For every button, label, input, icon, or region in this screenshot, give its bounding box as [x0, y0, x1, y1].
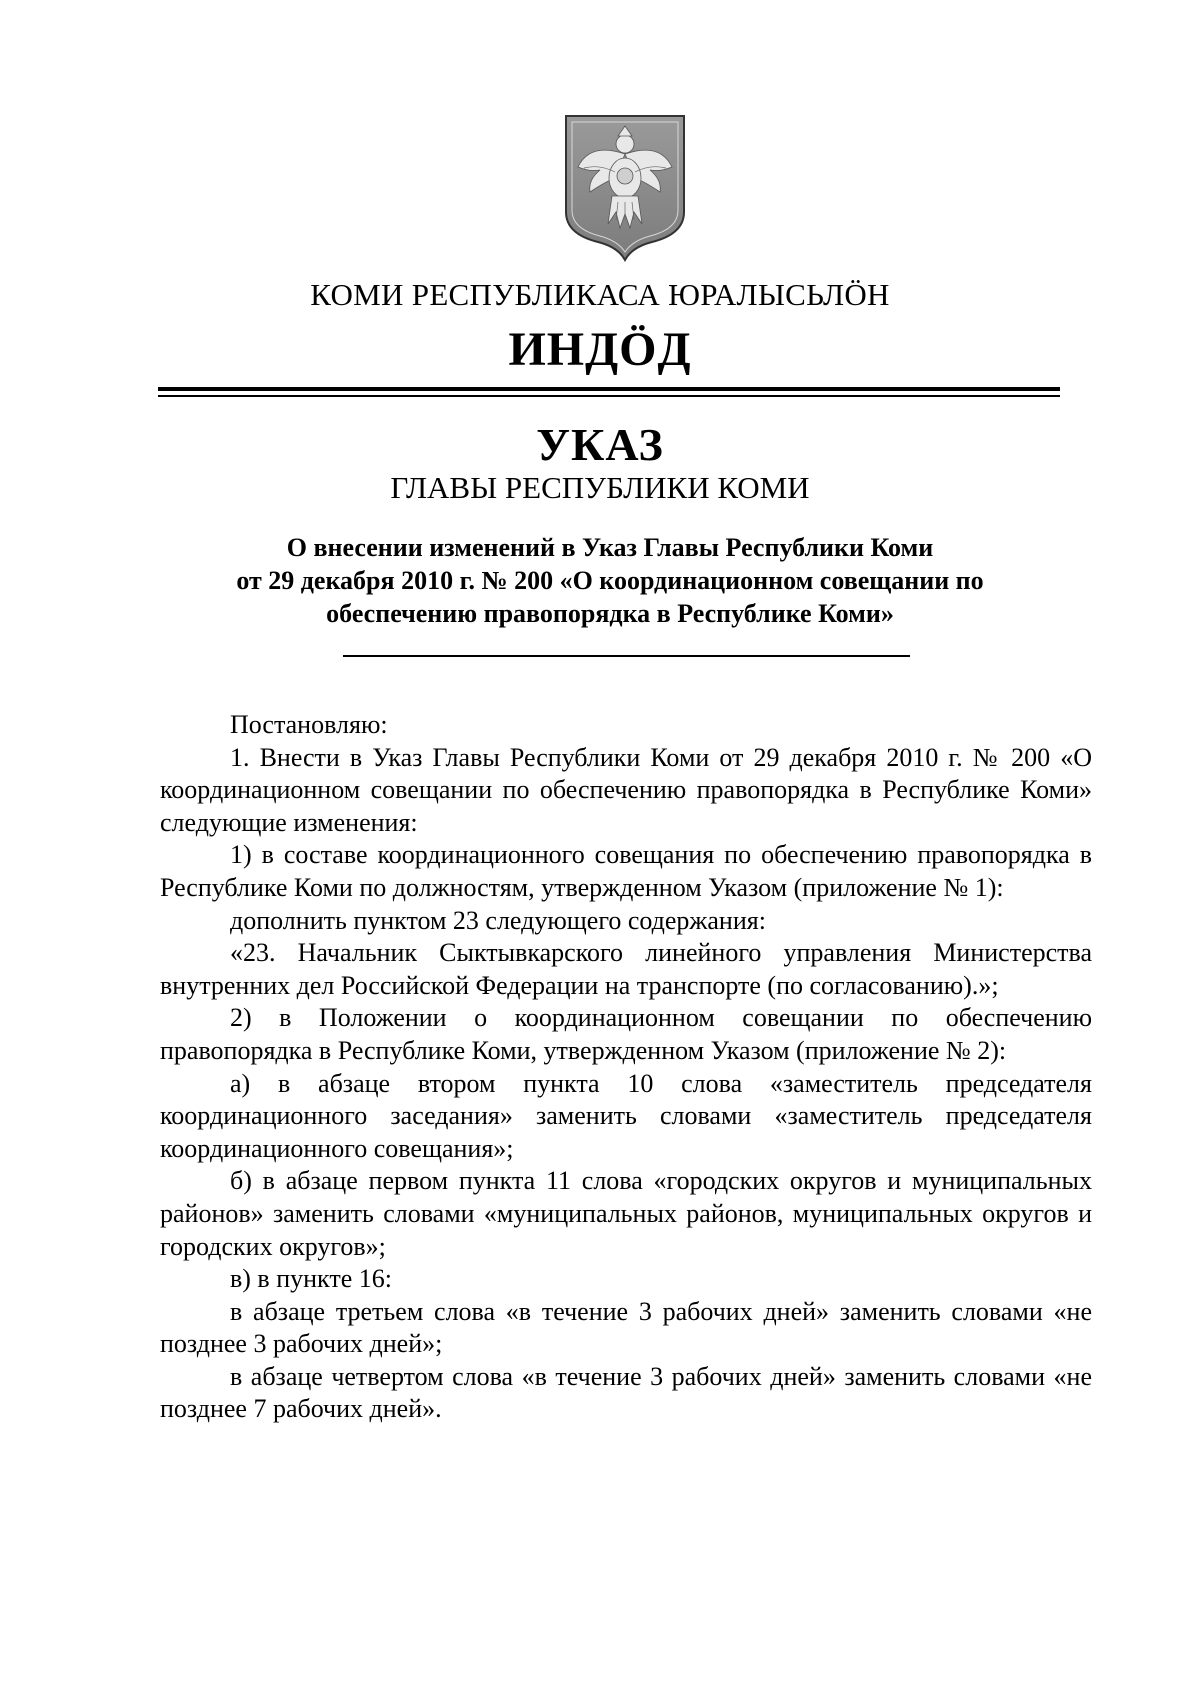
header-rule-thin: [158, 395, 1060, 397]
body-paragraph: б) в абзаце первом пункта 11 слова «городских округов и муниципальных районов» заменить словами «муниципальных районов, муниципальных округов и городских округов»;: [160, 1166, 1092, 1261]
body-paragraph: в абзаце четвертом слова «в течение 3 рабочих дней» заменить словами «не позднее 7 рабочих дней».: [160, 1361, 1092, 1424]
subject-line: обеспечению правопорядка в Республике Коми»: [326, 599, 894, 628]
body-paragraph: Постановляю:: [230, 710, 388, 739]
body-paragraph: 2) в Положении о координационном совещании по обеспечению правопорядка в Республике Коми, утвержденном Указом (приложение № 2):: [160, 1003, 1092, 1065]
body-paragraph: дополнить пунктом 23 следующего содержания:: [230, 905, 766, 935]
header-rule-thick: [158, 387, 1060, 391]
body-paragraph: в) в пункте 16:: [230, 1264, 392, 1294]
subject-line: О внесении изменений в Указ Главы Республики Коми: [286, 533, 934, 562]
body-paragraph: в абзаце третьем слова «в течение 3 рабочих дней» заменить словами «не позднее 3 рабочих дней»;: [160, 1296, 1092, 1359]
body-paragraph: «23. Начальник Сыктывкарского линейного управления Министерства внутренних дел Российской Федерации на транспорте (по согласованию).»;: [160, 938, 1092, 1000]
body-paragraph: а) в абзаце втором пункта 10 слова «заместитель председателя координационного заседания» заменить словами «заместитель председателя координационного совещания»;: [160, 1068, 1092, 1163]
komi-coat-of-arms-icon: [560, 112, 690, 262]
decree-subject: [160, 531, 1060, 630]
indod-title: ИНДÖД: [508, 323, 692, 376]
subject-underline: [343, 655, 910, 657]
subject-line: от 29 декабря 2010 г. № 200 «О координационном совещании по: [236, 566, 984, 595]
ukaz-title: УКАЗ: [536, 419, 664, 470]
body-paragraph: 1) в составе координационного совещания по обеспечению правопорядка в Республике Коми по должностям, утвержденном Указом (приложение № 1):: [160, 840, 1092, 902]
decree-body: [160, 709, 1092, 1426]
head-of-republic-subtitle: ГЛАВЫ РЕСПУБЛИКИ КОМИ: [390, 470, 810, 505]
body-paragraph: 1. Внести в Указ Главы Республики Коми от 29 декабря 2010 г. № 200 «О координационном совещании по обеспечению правопорядка в Республике Коми» следующие изменения:: [160, 742, 1092, 837]
komi-republic-head-title: КОМИ РЕСПУБЛИКАСА ЮРАЛЫСЬЛÖН: [310, 277, 890, 312]
